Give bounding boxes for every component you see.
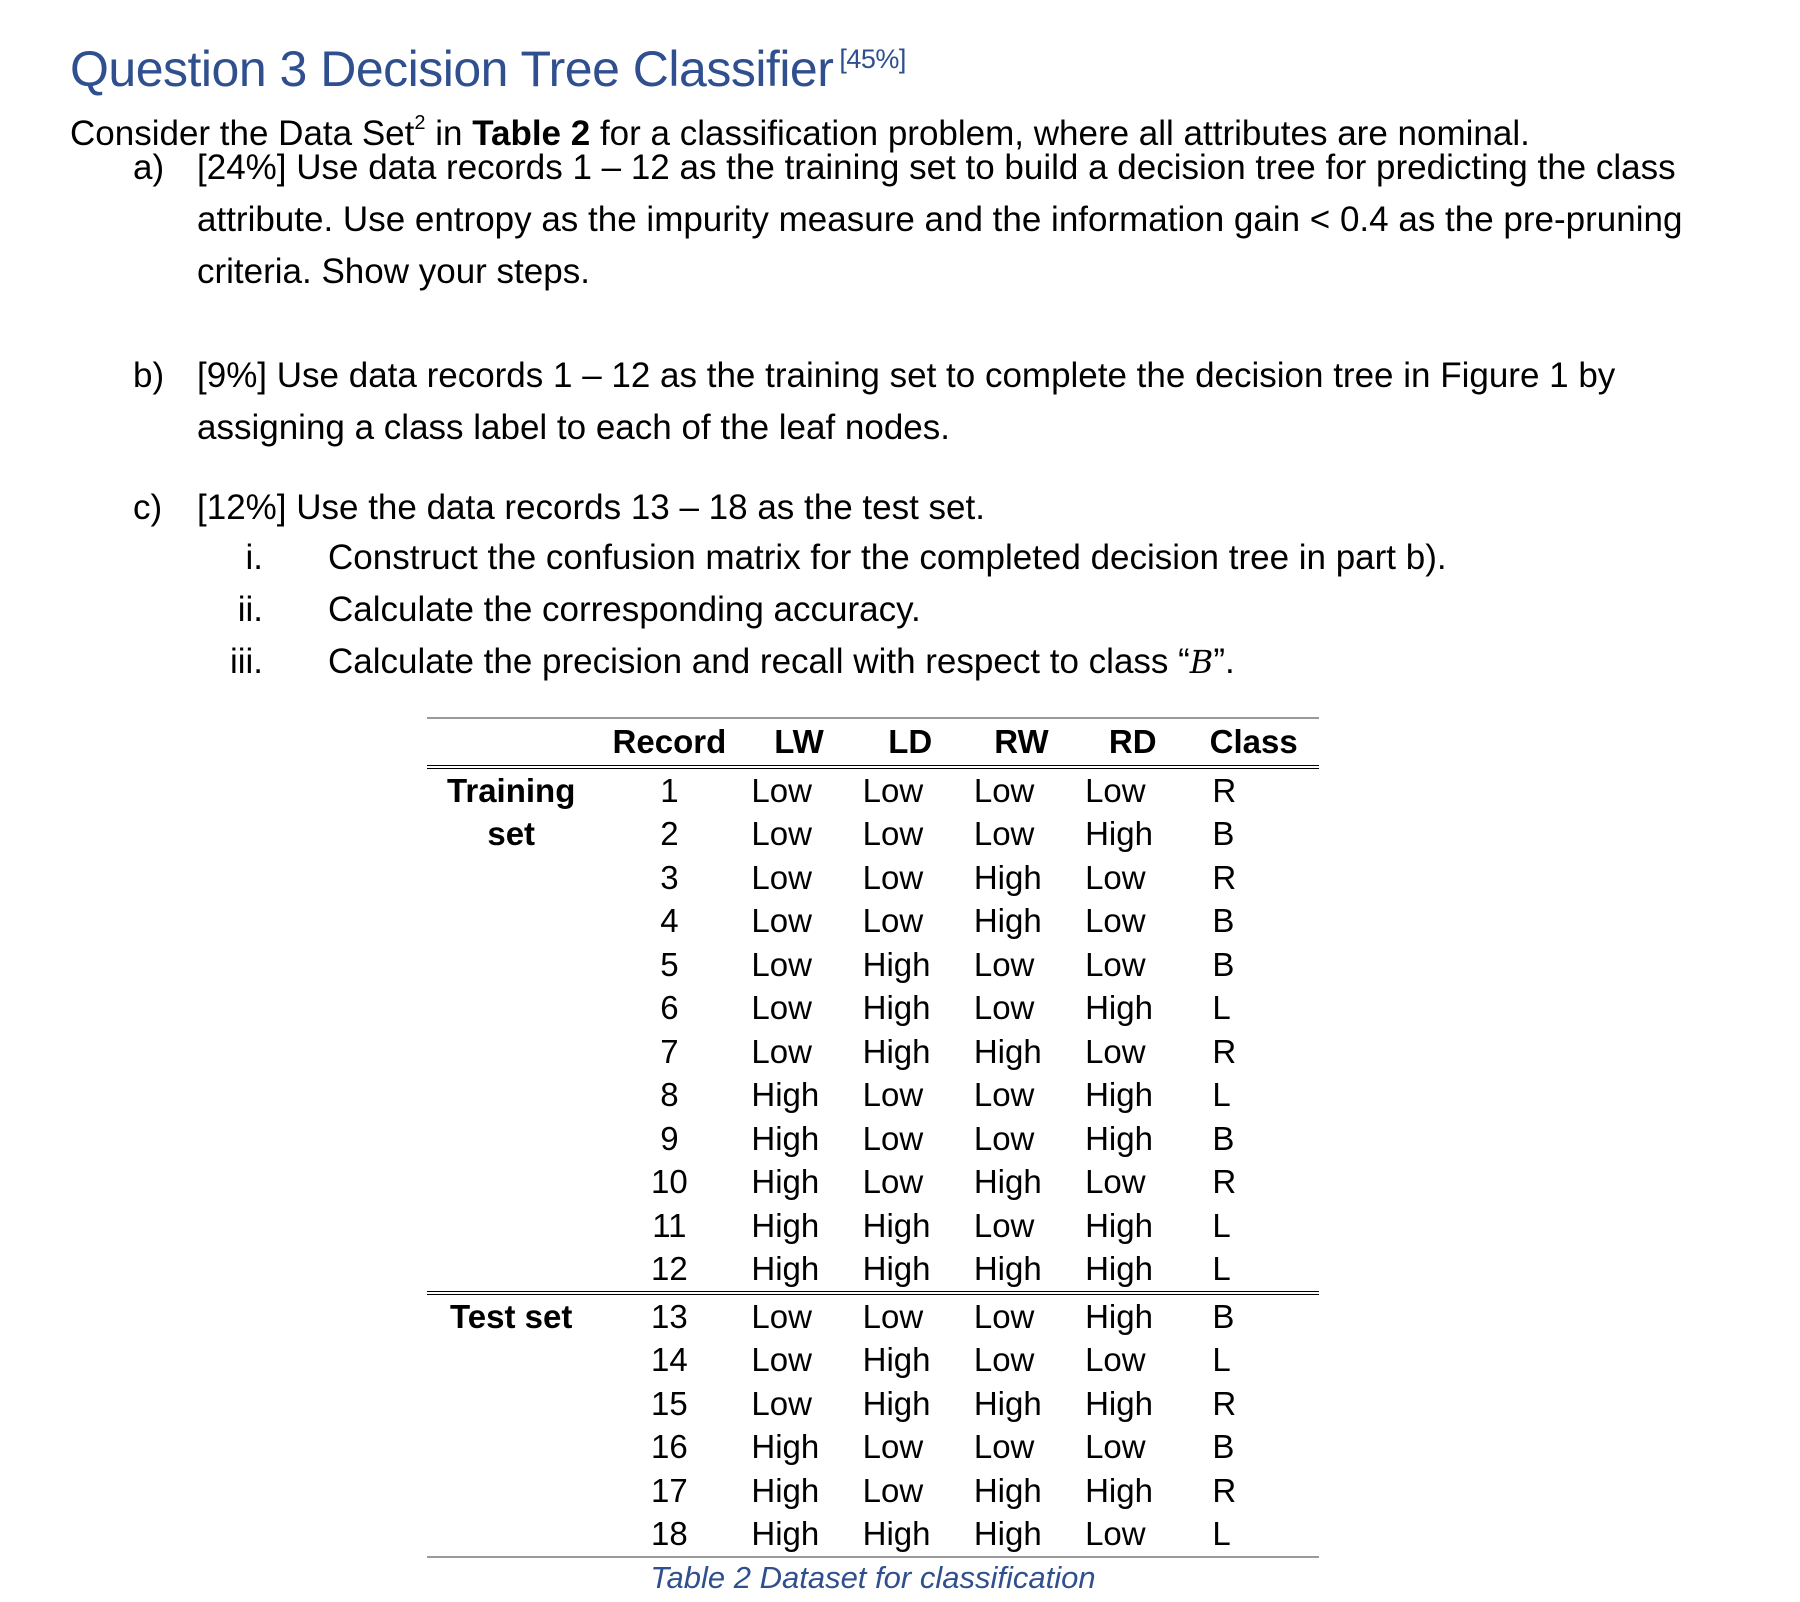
group-label-cell — [427, 1161, 595, 1205]
cell-rw: High — [966, 1513, 1077, 1558]
table-row — [427, 813, 1319, 857]
cell-lw: Low — [751, 815, 812, 853]
intro-text-mid: in — [425, 114, 473, 153]
cell-lw: High — [751, 1206, 820, 1244]
part-b-text: [9%] Use data records 1 – 12 as the training set to complete the decision tree in Figure 1 by assigning a class label to each of the leaf nodes. — [197, 356, 1616, 447]
part-b-label: b) — [133, 356, 165, 395]
group-label-cell — [427, 900, 595, 944]
table-row — [427, 1248, 1319, 1294]
group-label-cell: Training — [447, 771, 576, 809]
class-symbol: B — [1189, 643, 1214, 681]
group-label-cell: set — [487, 815, 536, 853]
header-rd: RD — [1077, 718, 1188, 767]
cell-lw: High — [751, 1163, 820, 1201]
table-row — [427, 900, 1319, 944]
cell-ld: Low — [862, 815, 924, 853]
header-rw: RW — [966, 718, 1077, 767]
cell-record: 17 — [651, 1471, 688, 1509]
cell-record: 14 — [651, 1341, 688, 1379]
cell-ld: High — [862, 1206, 931, 1244]
cell-cls: R — [1212, 771, 1237, 809]
cell-rw: Low — [973, 771, 1035, 809]
cell-ld: High — [862, 1341, 931, 1379]
cell-rd: High — [1085, 1076, 1153, 1114]
group-label-cell — [427, 1426, 595, 1470]
cell-record: 9 — [660, 1119, 679, 1157]
cell-cls: B — [1212, 1428, 1235, 1466]
table-row — [427, 1117, 1319, 1161]
part-c-text: [12%] Use the data records 13 – 18 as the test set. — [197, 488, 985, 527]
table-row — [427, 1382, 1319, 1426]
group-label-cell — [427, 1513, 595, 1558]
cell-cls: B — [1212, 815, 1235, 853]
cell-rw: High — [973, 1471, 1042, 1509]
cell-rw: Low — [966, 1293, 1077, 1339]
cell-rw: High — [973, 1384, 1042, 1422]
intro-text-start: Consider the Data Set — [70, 114, 415, 153]
cell-ld: Low — [862, 1471, 924, 1509]
cell-rw: High — [973, 1032, 1042, 1070]
cell-rw: Low — [973, 1076, 1035, 1114]
cell-rw: Low — [973, 945, 1035, 983]
item-text: Construct the confusion matrix for the completed decision tree in part b). — [328, 538, 1447, 577]
dataset-table — [427, 717, 1319, 1558]
cell-ld: High — [855, 1513, 966, 1558]
cell-ld: Low — [862, 1428, 924, 1466]
cell-rd: High — [1085, 989, 1153, 1027]
cell-cls: L — [1212, 1250, 1231, 1288]
cell-record: 15 — [651, 1384, 688, 1422]
cell-rd: Low — [1085, 1341, 1146, 1379]
cell-lw: Low — [751, 1341, 812, 1379]
table-body — [427, 767, 1319, 1557]
cell-record: 16 — [651, 1428, 688, 1466]
cell-rw: High — [973, 902, 1042, 940]
cell-record: 18 — [595, 1513, 743, 1558]
cell-lw: High — [751, 1250, 820, 1288]
cell-rw: High — [973, 1250, 1042, 1288]
cell-rw: Low — [973, 1206, 1035, 1244]
cell-ld: Low — [862, 1119, 924, 1157]
group-label-cell — [427, 1339, 595, 1383]
table-row — [427, 1469, 1319, 1513]
cell-cls: L — [1212, 1341, 1231, 1379]
cell-cls: R — [1212, 858, 1237, 896]
question-title — [70, 40, 906, 98]
cell-cls: L — [1188, 1513, 1319, 1558]
cell-lw: Low — [751, 858, 812, 896]
cell-rd: High — [1085, 815, 1153, 853]
group-label-cell — [427, 1382, 595, 1426]
header-ld: LD — [855, 718, 966, 767]
cell-ld: Low — [862, 771, 924, 809]
cell-lw: Low — [751, 1032, 812, 1070]
table-row — [427, 1426, 1319, 1470]
cell-record: 5 — [660, 945, 679, 983]
cell-lw: Low — [751, 771, 812, 809]
cell-rd: High — [1085, 1384, 1153, 1422]
item-number: ii. — [237, 590, 263, 629]
cell-rd: High — [1085, 1250, 1153, 1288]
intro-text-end: for a classification problem, where all attributes are nominal. — [590, 114, 1530, 153]
table-row — [427, 767, 1319, 813]
cell-ld: High — [862, 989, 931, 1027]
cell-record: 13 — [595, 1293, 743, 1339]
cell-ld: Low — [862, 902, 924, 940]
cell-lw: High — [751, 1076, 820, 1114]
group-label-cell — [427, 856, 595, 900]
cell-rd: Low — [1077, 1513, 1188, 1558]
cell-cls: B — [1212, 1119, 1235, 1157]
cell-lw: High — [751, 1119, 820, 1157]
cell-ld: High — [862, 1032, 931, 1070]
table-row — [427, 1161, 1319, 1205]
cell-lw: High — [743, 1513, 854, 1558]
header-group — [427, 718, 595, 767]
cell-lw: Low — [751, 902, 812, 940]
table-row — [427, 1513, 1319, 1558]
group-label-cell — [427, 1074, 595, 1118]
cell-rw: High — [973, 1163, 1042, 1201]
cell-record: 7 — [660, 1032, 679, 1070]
cell-rd: High — [1085, 1119, 1153, 1157]
question-marks: [45%] — [839, 44, 906, 74]
cell-rw: Low — [973, 1428, 1035, 1466]
cell-rw: High — [973, 858, 1042, 896]
cell-lw: High — [751, 1471, 820, 1509]
item-number: i. — [245, 538, 263, 577]
group-label-cell — [427, 1117, 595, 1161]
table-header-row — [427, 718, 1319, 767]
cell-rw: Low — [973, 1119, 1035, 1157]
group-label-cell — [427, 987, 595, 1031]
cell-rd: Low — [1085, 1163, 1146, 1201]
cell-cls: R — [1212, 1384, 1237, 1422]
group-label-cell: Test set — [427, 1293, 595, 1339]
table-reference: Table 2 — [472, 114, 591, 153]
cell-cls: B — [1188, 1293, 1319, 1339]
part-a-label: a) — [133, 148, 165, 187]
table-row — [427, 987, 1319, 1031]
table-row — [427, 943, 1319, 987]
cell-cls: B — [1212, 945, 1235, 983]
item-text — [328, 642, 1235, 682]
cell-ld: Low — [862, 1076, 924, 1114]
part-c-label: c) — [133, 488, 163, 527]
table-row — [427, 1204, 1319, 1248]
question-title-text: Question 3 Decision Tree Classifier — [70, 41, 834, 97]
cell-rd: High — [1085, 1206, 1153, 1244]
cell-rd: Low — [1085, 771, 1146, 809]
cell-cls: R — [1212, 1032, 1237, 1070]
group-label-cell — [427, 1469, 595, 1513]
header-lw: LW — [743, 718, 854, 767]
item-number: iii. — [229, 642, 263, 681]
table-row — [427, 1339, 1319, 1383]
cell-ld: Low — [855, 1293, 966, 1339]
cell-rd: High — [1077, 1293, 1188, 1339]
table-row — [427, 1030, 1319, 1074]
table-row — [427, 1074, 1319, 1118]
item-text-end: ”. — [1213, 642, 1235, 681]
cell-record: 1 — [660, 771, 679, 809]
cell-rd: Low — [1085, 858, 1146, 896]
cell-lw: High — [751, 1428, 820, 1466]
cell-ld: High — [862, 945, 931, 983]
table-caption: Table 2 Dataset for classification — [650, 1560, 1096, 1595]
cell-cls: R — [1212, 1471, 1237, 1509]
group-label-cell — [427, 943, 595, 987]
cell-lw: Low — [751, 945, 812, 983]
part-a-text: [24%] Use data records 1 – 12 as the training set to build a decision tree for predicting the class attribute. Use entropy as the impurity measure and the information gain < 0.4 as the pre-pruning criteria. Show your steps. — [197, 148, 1683, 291]
table-row — [427, 856, 1319, 900]
group-label-cell — [427, 1030, 595, 1074]
cell-record: 12 — [651, 1250, 688, 1288]
cell-lw: Low — [751, 1384, 812, 1422]
cell-lw: Low — [751, 989, 812, 1027]
cell-rd: High — [1085, 1471, 1153, 1509]
cell-ld: Low — [862, 858, 924, 896]
cell-rd: Low — [1085, 945, 1146, 983]
cell-rd: Low — [1085, 902, 1146, 940]
item-text-start: Calculate the precision and recall with respect to class “ — [328, 642, 1190, 681]
header-record: Record — [595, 718, 743, 767]
cell-rw: Low — [973, 989, 1035, 1027]
cell-ld: High — [862, 1384, 931, 1422]
cell-cls: L — [1212, 1206, 1231, 1244]
header-class: Class — [1188, 718, 1319, 767]
cell-rw: Low — [973, 815, 1035, 853]
cell-rd: Low — [1085, 1428, 1146, 1466]
cell-rw: Low — [973, 1341, 1035, 1379]
cell-cls: R — [1212, 1163, 1237, 1201]
cell-record: 4 — [660, 902, 679, 940]
group-label-cell — [427, 1248, 595, 1294]
cell-record: 6 — [660, 989, 679, 1027]
cell-ld: High — [862, 1250, 931, 1288]
cell-record: 2 — [660, 815, 679, 853]
item-text: Calculate the corresponding accuracy. — [328, 590, 921, 629]
cell-record: 8 — [660, 1076, 679, 1114]
table-row — [427, 1293, 1319, 1339]
cell-lw: Low — [743, 1293, 854, 1339]
cell-ld: Low — [862, 1163, 924, 1201]
cell-cls: B — [1212, 902, 1235, 940]
cell-record: 10 — [651, 1163, 688, 1201]
cell-cls: L — [1212, 1076, 1231, 1114]
group-label-cell — [427, 1204, 595, 1248]
cell-record: 11 — [652, 1206, 687, 1244]
cell-record: 3 — [660, 858, 679, 896]
footnote-marker: 2 — [414, 112, 426, 134]
cell-cls: L — [1212, 989, 1231, 1027]
cell-rd: Low — [1085, 1032, 1146, 1070]
